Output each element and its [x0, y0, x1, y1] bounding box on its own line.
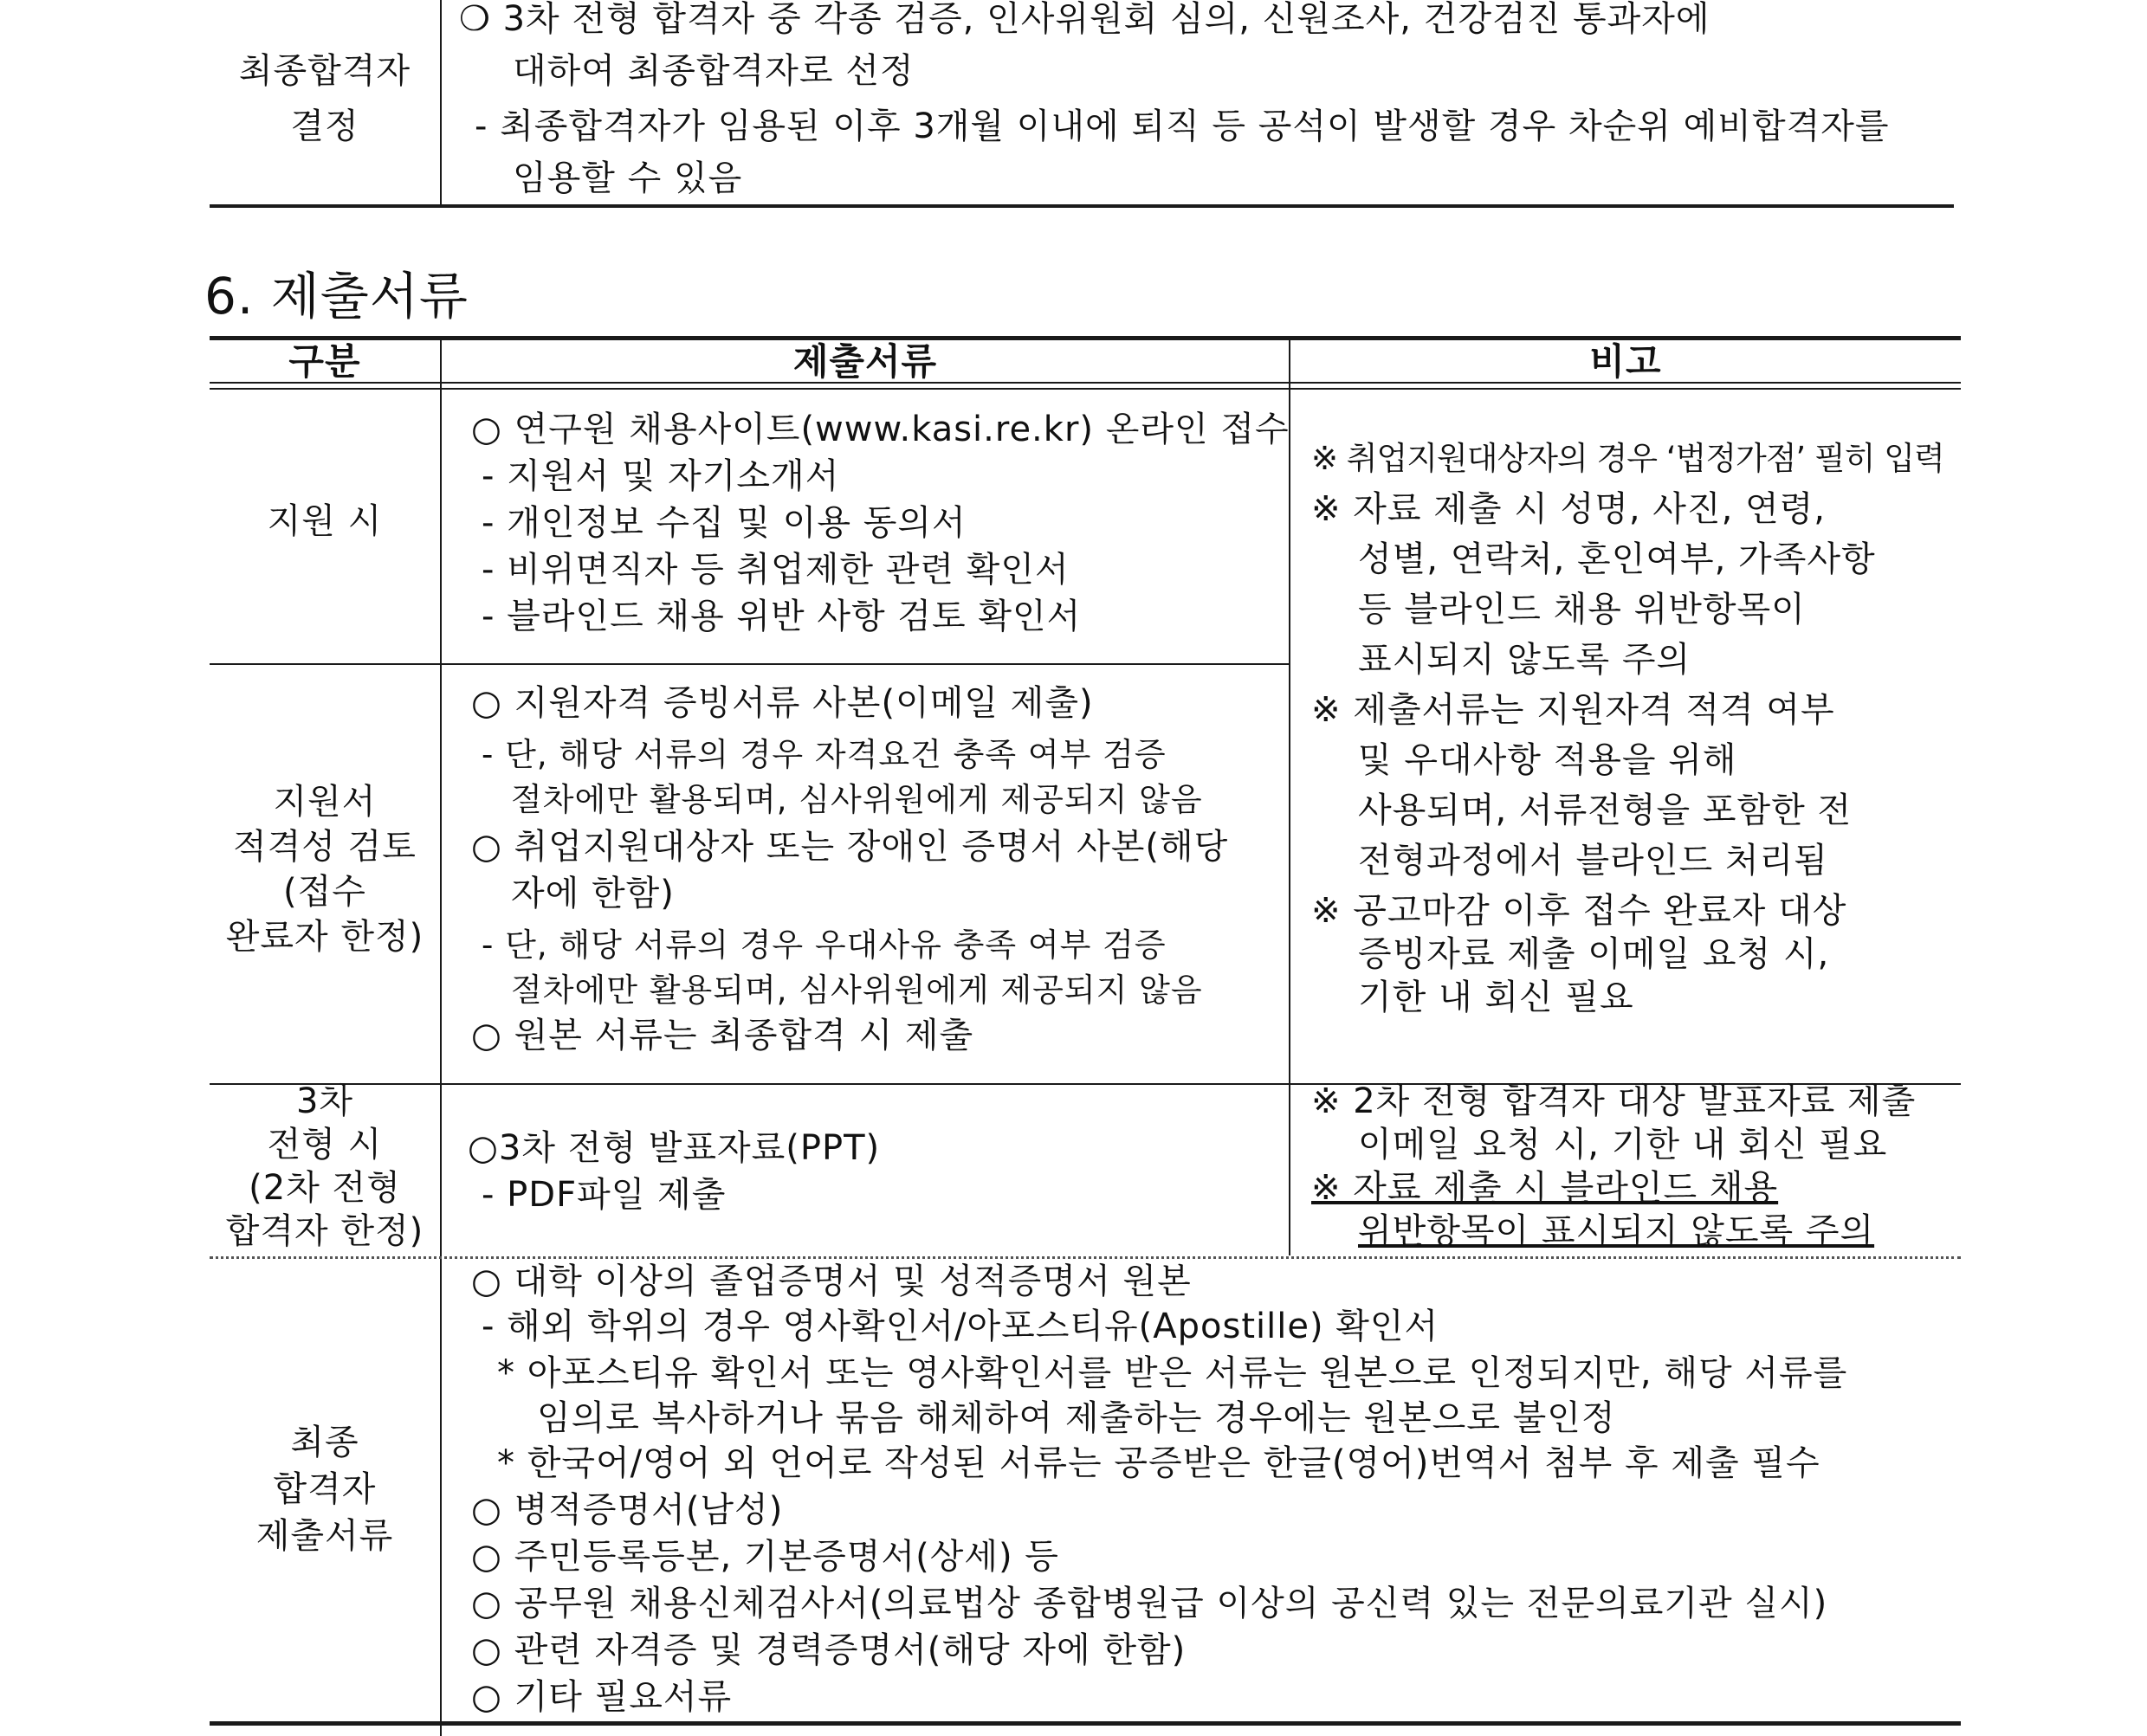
- row3-label-line-3: (2차 전형: [249, 1168, 401, 1208]
- row3-label-line-1: 3차: [295, 1081, 354, 1121]
- row1-doc-1: ○ 연구원 채용사이트(www.kasi.re.kr) 온라인 접수: [471, 410, 1290, 449]
- notes-line-6: ※ 제출서류는 지원자격 적격 여부: [1311, 690, 1835, 730]
- notes-line-4: 등 블라인드 채용 위반항목이: [1358, 590, 1806, 629]
- row3-note-4: 위반항목이 표시되지 않도록 주의: [1358, 1211, 1875, 1251]
- row3-label-line-4: 합격자 한정): [225, 1211, 424, 1251]
- header-category: 구분: [288, 340, 361, 383]
- notes-line-9: 전형과정에서 블라인드 처리됨: [1358, 841, 1828, 881]
- row4-doc-2: - 해외 학위의 경우 영사확인서/아포스티유(Apostille) 확인서: [482, 1307, 1439, 1346]
- row2-doc-1: ○ 지원자격 증빙서류 사본(이메일 제출): [471, 683, 1094, 723]
- notes-line-8: 사용되며, 서류전형을 포함한 전: [1358, 791, 1853, 830]
- row1-doc-2: - 지원서 및 자기소개서: [482, 456, 840, 496]
- row4-doc-1: ○ 대학 이상의 졸업증명서 및 성적증명서 원본: [471, 1262, 1192, 1301]
- row2-label-line-1: 지원서: [273, 782, 377, 822]
- row4-doc-7: ○ 주민등록등본, 기본증명서(상세) 등: [471, 1537, 1059, 1577]
- notes-line-11: 증빙자료 제출 이메일 요청 시,: [1358, 934, 1830, 974]
- row3-doc-2: - PDF파일 제출: [482, 1175, 727, 1215]
- column-divider-2: [1289, 340, 1290, 1255]
- row4-label-line-1: 최종: [290, 1423, 359, 1462]
- row2-doc-5: 자에 한함): [511, 874, 675, 913]
- table-bottom-border: [210, 1721, 1961, 1726]
- row4-doc-10: ○ 기타 필요서류: [471, 1677, 733, 1717]
- top-section-label-line-1: 최종합격자: [238, 51, 411, 91]
- row3-note-2: 이메일 요청 시, 기한 내 회신 필요: [1358, 1125, 1888, 1165]
- row3-doc-1: ○3차 전형 발표자료(PPT): [468, 1128, 881, 1168]
- header-documents: 제출서류: [792, 340, 938, 383]
- notes-line-7: 및 우대사항 적용을 위해: [1358, 740, 1737, 780]
- row3-label-line-2: 전형 시: [267, 1125, 383, 1165]
- row2-doc-3: 절차에만 활용되며, 심사위원에게 제공되지 않음: [511, 781, 1203, 818]
- header-bottom-border-2: [210, 388, 1961, 390]
- row4-label-line-2: 합격자: [273, 1469, 377, 1509]
- row2-doc-2: - 단, 해당 서류의 경우 자격요건 충족 여부 검증: [482, 736, 1167, 773]
- row2-label-line-3: (접수: [283, 872, 366, 912]
- row2-label-line-2: 적격성 검토: [233, 827, 417, 867]
- row4-doc-3: * 아포스티유 확인서 또는 영사확인서를 받은 서류는 원본으로 인정되지만, 해당 서류를: [497, 1353, 1848, 1393]
- notes-line-2: ※ 자료 제출 시 성명, 사진, 연령,: [1311, 489, 1826, 529]
- row3-note-1: ※ 2차 전형 합격자 대상 발표자료 제출: [1311, 1081, 1917, 1121]
- row2-doc-8: ○ 원본 서류는 최종합격 시 제출: [471, 1016, 974, 1055]
- notes-line-3: 성별, 연락처, 혼인여부, 가족사항: [1358, 539, 1876, 579]
- row1-doc-5: - 블라인드 채용 위반 사항 검토 확인서: [482, 597, 1082, 636]
- top-section-divider: [440, 0, 442, 208]
- row4-doc-6: ○ 병적증명서(남성): [471, 1490, 784, 1530]
- top-section-line-4: 임용할 수 있음: [513, 158, 743, 198]
- notes-line-10: ※ 공고마감 이후 접수 완료자 대상: [1311, 891, 1847, 931]
- notes-line-5: 표시되지 않도록 주의: [1358, 640, 1691, 680]
- top-section-line-2: 대하여 최종합격자로 선정: [513, 51, 915, 91]
- row1-label: 지원 시: [267, 501, 383, 541]
- header-notes: 비고: [1589, 340, 1662, 383]
- row3-note-3: ※ 자료 제출 시 블라인드 채용: [1311, 1168, 1779, 1208]
- row4-doc-4: 임의로 복사하거나 묶음 해체하여 제출하는 경우에는 원본으로 불인정: [537, 1398, 1616, 1438]
- top-section-line-1: ❍ 3차 전형 합격자 중 각종 검증, 인사위원회 심의, 신원조사, 건강검진 통과자에: [459, 0, 1710, 39]
- row4-doc-5: * 한국어/영어 외 언어로 작성된 서류는 공증받은 한글(영어)번역서 첨부 후 제출 필수: [497, 1443, 1820, 1483]
- row2-doc-6: - 단, 해당 서류의 경우 우대사유 충족 여부 검증: [482, 926, 1167, 964]
- row1-doc-3: - 개인정보 수집 및 이용 동의서: [482, 503, 967, 543]
- row2-doc-7: 절차에만 활용되며, 심사위원에게 제공되지 않음: [511, 971, 1203, 1009]
- row4-doc-8: ○ 공무원 채용신체검사서(의료법상 종합병원급 이상의 공신력 있는 전문의료기관 실시): [471, 1584, 1828, 1623]
- row2-doc-4: ○ 취업지원대상자 또는 장애인 증명서 사본(해당: [471, 827, 1229, 867]
- row1-separator: [210, 663, 1289, 665]
- row1-doc-4: - 비위면직자 등 취업제한 관련 확인서: [482, 550, 1070, 590]
- notes-line-1: ※ 취업지원대상자의 경우 ‘법정가점’ 필히 입력: [1311, 440, 1944, 477]
- top-section-label-line-2: 결정: [290, 106, 359, 146]
- top-section-bottom-border: [210, 204, 1954, 208]
- notes-line-12: 기한 내 회신 필요: [1358, 978, 1634, 1017]
- column-divider-1: [440, 340, 442, 1736]
- row4-label-line-3: 제출서류: [255, 1516, 394, 1556]
- row4-doc-9: ○ 관련 자격증 및 경력증명서(해당 자에 한함): [471, 1630, 1187, 1670]
- top-section-line-3: - 최종합격자가 임용된 이후 3개월 이내에 퇴직 등 공석이 발생할 경우 차순위 예비합격자를: [475, 106, 1890, 146]
- section-title: 6. 제출서류: [204, 267, 469, 326]
- row2-label-line-4: 완료자 한정): [225, 917, 424, 957]
